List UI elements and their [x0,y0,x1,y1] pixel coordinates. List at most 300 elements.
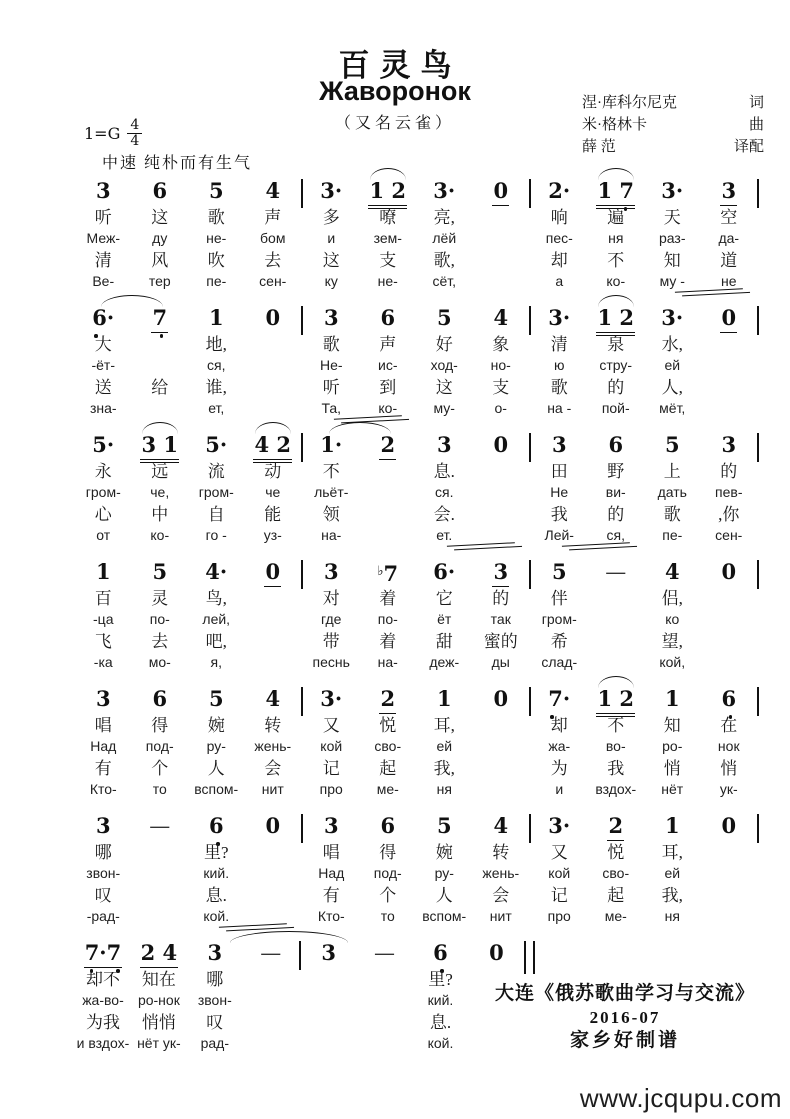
beat [75,813,132,927]
lyric-ru-verse1: под- [373,865,402,881]
lyric-zh-verse1: 空 [720,208,738,227]
beat [132,559,189,673]
beat [473,432,530,546]
credits-block [582,92,764,158]
measure [531,305,757,419]
lyric-ru-verse1: ис- [378,357,398,373]
lyric-zh-verse1 [701,841,758,864]
beat [303,305,360,419]
note [360,813,417,841]
beat [531,559,588,673]
lyric-ru-verse1 [701,356,758,376]
beat [75,305,132,419]
lyric-ru-verse2: сен- [715,527,743,543]
lyric-ru-verse2: Кто- [89,781,117,797]
lyric-ru-verse1: ко [665,611,680,627]
page-subtitle: （又名云雀） [334,115,455,132]
beat [132,686,189,800]
music-system [75,559,759,673]
lyric-ru-verse2: про [319,781,343,797]
note-value: 3· [320,178,343,203]
credit-composer: 米·格林卡 曲 [582,117,764,133]
lyric-ru-verse2: ко- [150,527,170,543]
note [132,432,189,460]
lyric-ru-verse1: сво- [602,865,630,881]
lyric-zh-verse2: 去 [264,251,282,270]
lyric-ru-verse1: звон- [197,992,232,1008]
page-title-zh: 百灵鸟 [338,48,462,83]
lyric-ru-verse2 [245,907,302,927]
lyric-zh-verse2: 悄 [720,759,738,778]
lyric-ru-verse2: то [152,781,167,797]
beat [416,686,473,800]
lyric-ru-verse1 [473,737,530,757]
note [132,178,189,206]
beat [416,559,473,673]
beat [588,432,645,546]
note-value: 4· [205,559,228,584]
note-value: — [374,941,396,965]
lyric-zh-verse1: 灵 [151,589,169,608]
lyric-ru-verse1: лёй [432,230,457,246]
publisher-block [470,981,780,1053]
note-value: 3· [661,305,684,330]
note-value: 3· [548,813,571,838]
lyric-zh-verse2: 知 [663,251,681,270]
key-label: 1=G [84,124,121,143]
note-value: 6 [380,813,396,838]
note-value: 0 [489,940,504,965]
lyric-ru-verse1: кой [320,738,343,754]
lyric-ru-verse2: я, [210,654,222,670]
lyric-ru-verse1: ю [554,357,565,373]
lyric-zh-verse1: 鸟, [205,589,227,608]
lyric-zh-verse2: 人 [207,759,225,778]
note-value: 3 [95,686,111,711]
lyric-ru-verse2: -ка [93,654,113,670]
beat [588,178,645,292]
beat [413,940,469,1054]
lyric-zh-verse1: 歌 [322,335,340,354]
lyric-zh-verse2: 心 [94,505,112,524]
note [303,559,360,587]
note [644,432,701,460]
lyric-ru-verse2: и вздох- [76,1035,130,1051]
lyric-ru-verse2 [357,1034,413,1054]
barline [757,433,759,462]
lyric-zh-verse2: 甜 [435,632,453,651]
lyric-zh-verse2 [473,757,530,780]
note [473,432,530,460]
note [531,686,588,714]
note [360,178,417,206]
measure [531,686,757,800]
note-value: 6 [380,305,396,330]
beat [701,559,758,673]
measure [531,178,757,292]
note [416,305,473,333]
note-value: 2 4 [140,940,179,968]
lyric-ru-verse2 [243,1034,299,1054]
beat [132,178,189,292]
note [473,178,530,206]
lyric-ru-verse1: пев- [715,484,743,500]
lyric-ru-verse1: дать [657,484,687,500]
note-value: 6· [92,305,115,330]
note-value: 5· [92,432,115,457]
lyric-ru-verse1: стру- [599,357,633,373]
beat [357,940,413,1054]
lyric-ru-verse2: ук- [719,781,738,797]
notation-area [75,178,759,1067]
lyric-zh-verse2: 飞 [94,632,112,651]
lyric-zh-verse1: 伴 [550,589,568,608]
note [245,686,302,714]
lyric-zh-verse1 [473,460,530,483]
note-value: 3 [95,178,111,203]
note [245,178,302,206]
measure [531,813,757,927]
note [416,559,473,587]
beat [473,305,530,419]
lyric-zh-verse2: 清 [94,251,112,270]
beat [245,686,302,800]
lyric-zh-verse1 [243,968,299,991]
slur-arc [230,931,348,943]
note [75,432,132,460]
beat [473,559,530,673]
lyric-ru-verse1: лей, [202,611,231,627]
note [132,813,189,841]
lyric-ru-verse2: Та, [303,399,360,419]
lyric-zh-verse2: 送 [94,378,112,397]
note [360,305,417,333]
note [413,940,469,968]
lyric-zh-verse2: 道 [720,251,738,270]
note-value: 6 [608,432,624,457]
measure [303,305,529,419]
beat [360,432,417,546]
lyric-zh-verse2: 支 [379,251,397,270]
note-value: 3 [721,432,737,457]
note [531,178,588,206]
beat [360,559,417,673]
lyric-zh-verse2: 歌 [663,505,681,524]
lyric-zh-verse1: 不 [322,462,340,481]
note-value: 3 [720,178,737,206]
beat [245,432,302,546]
lyric-zh-verse2: 希 [550,632,568,651]
lyric-zh-verse1: 侣, [661,589,683,608]
beat [303,178,360,292]
beat [245,305,302,419]
note-value: 7· [548,686,571,711]
lyric-ru-verse1: ро- [662,738,683,754]
note-value: 6 [721,686,737,711]
lyric-zh-verse2: 的 [607,505,625,524]
lyric-ru-verse1 [357,991,413,1011]
lyric-zh-verse2: 这 [322,251,340,270]
note-value: 0 [492,178,509,206]
lyric-zh-verse2: 听 [322,378,340,397]
lyric-ru-verse2 [132,399,189,419]
lyric-ru-verse1: Не [550,484,569,500]
lyric-zh-verse2: 支 [492,378,510,397]
watermark-url: www.jcqupu.com [579,1083,782,1113]
lyric-zh-verse2: 风 [151,251,169,270]
lyric-ru-verse1 [301,991,357,1011]
note [245,432,302,460]
note [303,813,360,841]
note [416,686,473,714]
lyric-zh-verse1: 悦 [607,843,625,862]
note-value: 0 [493,686,509,711]
lyric-zh-verse1: 遍 [607,208,625,227]
lyric-zh-verse2: 吹 [207,251,225,270]
lyric-zh-verse2: 叹 [206,1013,224,1032]
note [303,178,360,206]
lyric-zh-verse1: 转 [264,716,282,735]
measure [75,686,301,800]
lyric-zh-verse1: 唱 [322,843,340,862]
measure [75,432,301,546]
credit-lyricist: 涅·库科尔尼克 词 [582,95,764,111]
measure [303,686,529,800]
lyric-ru-verse1 [245,864,302,884]
lyric-zh-verse2: 望, [661,632,683,651]
note [303,432,360,460]
lyric-ru-verse2: зна- [89,400,117,416]
lyric-ru-verse1: по- [377,611,398,627]
lyric-ru-verse1: льёт- [314,484,349,500]
lyric-zh-verse2 [132,884,189,907]
lyric-zh-verse2: 会. [433,505,455,524]
measure [75,813,301,927]
lyric-ru-verse1: жень- [482,865,520,881]
beat [588,813,645,927]
lyric-ru-verse2: ет. [416,526,473,546]
note-value: 7 [151,305,168,333]
lyric-zh-verse1: 的 [492,589,510,608]
lyric-ru-verse1 [473,229,530,249]
lyric-zh-verse2: 谁, [205,378,227,397]
note-value: 6 [152,686,168,711]
note [303,305,360,333]
lyric-ru-verse2: нит [489,908,512,924]
lyric-ru-verse2: вспом- [422,908,467,924]
beat [416,178,473,292]
lyric-ru-verse1 [588,610,645,630]
lyric-ru-verse1 [473,483,530,503]
note-value: 3 [323,813,339,838]
lyric-zh-verse1 [132,333,189,356]
beat [531,305,588,419]
note [188,432,245,460]
note-value: — [605,560,627,584]
beat [188,813,245,927]
note [588,813,645,841]
lyric-zh-verse1: 亮, [433,208,455,227]
lyric-ru-verse2 [360,526,417,546]
lyric-ru-verse1: по- [149,611,170,627]
lyric-ru-verse1: где [321,611,342,627]
lyric-ru-verse1: -ца [93,611,114,627]
lyric-zh-verse1: 不 [607,716,625,735]
lyric-ru-verse2: Ве- [92,273,115,289]
beat [701,813,758,927]
lyric-ru-verse2: кой, [659,654,686,670]
lyric-zh-verse2: 歌, [433,251,455,270]
lyric-zh-verse2 [701,376,758,399]
lyric-ru-verse1: бом [260,230,286,246]
lyric-zh-verse1: 响 [550,208,568,227]
lyric-zh-verse2 [360,503,417,526]
lyric-ru-verse1: сво- [374,738,402,754]
beat [473,686,530,800]
note-value: 0 [721,813,737,838]
lyric-zh-verse2: 我, [661,886,683,905]
lyric-ru-verse2 [132,907,189,927]
note-value: 2 [607,813,624,841]
lyric-ru-verse2: ко- [606,273,626,289]
beat [132,432,189,546]
lyric-ru-verse2: о- [494,400,507,416]
note-value: 0 [265,305,281,330]
lyric-ru-verse1: гром- [198,484,234,500]
beat [644,813,701,927]
barline [757,560,759,589]
note-value: 0 [264,559,281,587]
lyric-zh-verse2: 记 [322,759,340,778]
beat [416,432,473,546]
note-value: 3 [95,813,111,838]
note-value: 1 [436,686,452,711]
lyric-zh-verse1: 大 [94,335,112,354]
lyric-ru-verse1: и [327,230,336,246]
note-value: ♭7 [377,561,399,586]
lyric-zh-verse1: 得 [151,716,169,735]
beat [187,940,243,1054]
lyric-zh-verse2 [357,1011,413,1034]
lyric-ru-verse2 [473,272,530,292]
beat [360,305,417,419]
note-value: 3 [323,305,339,330]
note-value: 1 7 [596,178,635,206]
lyric-zh-verse2: 不 [607,251,625,270]
note [588,305,645,333]
lyric-ru-verse2: на - [547,400,572,416]
beat [245,559,302,673]
lyric-zh-verse1 [245,333,302,356]
note-value: 1 2 [596,686,635,714]
tempo-marking: 中速 纯朴而有生气 [102,155,253,172]
lyric-zh-verse2: 我, [433,759,455,778]
lyric-zh-verse1 [701,587,758,610]
beat [360,813,417,927]
lyric-ru-verse2 [473,780,530,800]
lyric-zh-verse1 [473,714,530,737]
beat [245,813,302,927]
final-barline [524,941,535,974]
note [588,559,645,587]
lyric-ru-verse2 [701,653,758,673]
lyric-zh-verse1: 清 [550,335,568,354]
lyric-zh-verse1: 上 [663,462,681,481]
lyric-zh-verse2: ,你 [718,505,740,524]
lyric-ru-verse2: ды [491,654,510,670]
lyric-ru-verse2: от [96,527,111,543]
lyric-zh-verse1: 田 [550,462,568,481]
note [531,305,588,333]
measure [75,559,301,673]
music-system [75,305,759,419]
lyric-zh-verse2: 记 [550,886,568,905]
lyric-ru-verse1: ей [664,357,681,373]
beat [75,432,132,546]
lyric-zh-verse2: 自 [207,505,225,524]
beat [188,686,245,800]
lyric-ru-verse1: ся. [435,484,454,500]
lyric-zh-verse1: 听 [94,208,112,227]
note [701,178,758,206]
beat [644,686,701,800]
note-value: 2 [379,686,396,714]
note-value: 3 [551,432,567,457]
note [473,305,530,333]
lyric-ru-verse1: че [265,484,281,500]
beat [131,940,187,1054]
lyric-ru-verse2: на- [377,654,398,670]
note-value: 6 [433,940,448,965]
lyric-ru-verse1 [243,991,299,1011]
lyric-ru-verse2: ня [664,908,680,924]
beat [701,686,758,800]
lyric-zh-verse2 [245,884,302,907]
lyric-ru-verse1: кой [548,865,571,881]
lyric-zh-verse2 [701,630,758,653]
lyric-ru-verse2: ме- [376,781,399,797]
lyric-zh-verse1: 水, [661,335,683,354]
lyric-zh-verse1: 却 [550,716,568,735]
note-value: 0 [721,559,737,584]
note [644,559,701,587]
lyric-zh-verse2: 这 [435,378,453,397]
lyric-zh-verse1: 知 [663,716,681,735]
note [132,686,189,714]
lyric-ru-verse1: че, [150,484,170,500]
lyric-zh-verse2: 人 [435,886,453,905]
note [644,813,701,841]
note [132,305,189,333]
note-value: — [149,814,171,838]
beat [473,178,530,292]
lyric-zh-verse1: 它 [435,589,453,608]
beat [644,559,701,673]
lyric-ru-verse1: не- [206,230,227,246]
lyric-zh-verse2: 为我 [85,1013,120,1032]
note-value: 3 [436,432,452,457]
note-value: 1 2 [596,305,635,333]
lyric-ru-verse2: про [547,908,571,924]
lyric-zh-verse2 [701,884,758,907]
note-value: 3 [492,559,509,587]
lyric-zh-verse2: 息. [429,1013,452,1032]
lyric-ru-verse2 [245,653,302,673]
lyric-ru-verse2 [701,399,758,419]
lyric-zh-verse1: 百 [94,589,112,608]
lyric-zh-verse2 [473,249,530,272]
note [357,940,413,968]
